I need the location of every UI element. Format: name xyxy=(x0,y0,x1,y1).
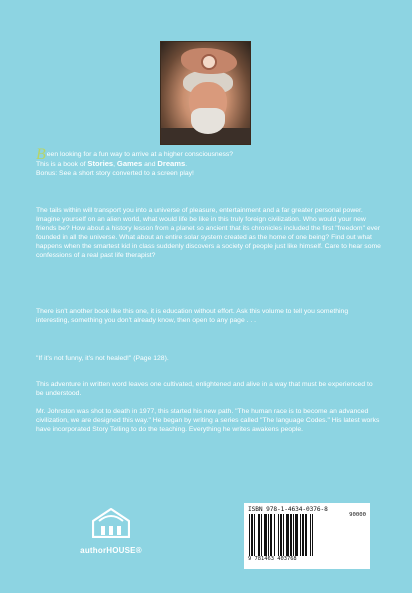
intro-line-1 xyxy=(36,146,382,163)
intro-period: . xyxy=(185,161,188,169)
author-bio-paragraph: Mr. Johnston was shot to death in 1977, this started his new path. "The human race is to become an advanced civilization, we are designed this way." He began by writing a series called "The language Codes." His latest works have incorporated Story Telling to do the teaching. Everything he writes awakens people. xyxy=(36,408,380,434)
intro-line-1-text: een looking for a fun way to arrive at a higher consciousness? xyxy=(46,151,234,158)
barcode-digits: 9 781463 403768 xyxy=(248,556,366,562)
intro-line-2-prefix: This is a book of xyxy=(36,161,88,169)
publisher-name: authorHOUSE® xyxy=(80,546,142,555)
intro-line-3: Bonus: See a short story converted to a screen play! xyxy=(36,170,194,178)
intro-and: and xyxy=(142,161,158,169)
isbn-text: ISBN 978-1-4634-0376-8 xyxy=(248,506,328,513)
quote-line: "If it's not funny, it's not healed!" (Page 128). xyxy=(36,355,169,362)
photo-eye-on-hand xyxy=(201,54,217,70)
intro-line-2 xyxy=(36,159,382,169)
adventure-paragraph: This adventure in written word leaves one cultivated, enlightened and alive in a way that must be experienced to be understood. xyxy=(36,381,373,398)
photo-beard xyxy=(191,108,225,134)
house-icon xyxy=(92,508,130,538)
intro-comma: , xyxy=(113,161,117,169)
barcode-bars xyxy=(248,514,338,556)
author-photo xyxy=(160,41,251,145)
stories-word: Stories xyxy=(87,159,114,169)
education-paragraph: There isn't another book like this one, it is education without effort. Ask this volume to tell you something interesting, something you don't already know, then open to any page . . . xyxy=(36,308,349,325)
synopsis-paragraph: The tails within will transport you into a universe of pleasure, entertainment and a far greater personal power. Imagine yourself on an alien world, what would life be like in this truly foreign civilization. Who would your new friends be? How about a history lesson from a planet so ancient that its chronicles included the first "freedom" ever founded in all the universe. What about an entire solar system created as the home of one being? Find out what happens when the smartest kid in class suddenly discovers a society of people just like himself. Care to hear some confessions of a real past life therapist? xyxy=(36,207,381,260)
barcode-area xyxy=(248,513,366,562)
publisher-logo xyxy=(76,508,146,568)
intro-block xyxy=(36,146,382,178)
dreams-word: Dreams xyxy=(157,159,186,169)
isbn-barcode xyxy=(244,503,370,569)
games-word: Games xyxy=(116,159,143,169)
price-code: 90000 xyxy=(349,512,366,518)
drop-cap: B xyxy=(36,146,46,163)
